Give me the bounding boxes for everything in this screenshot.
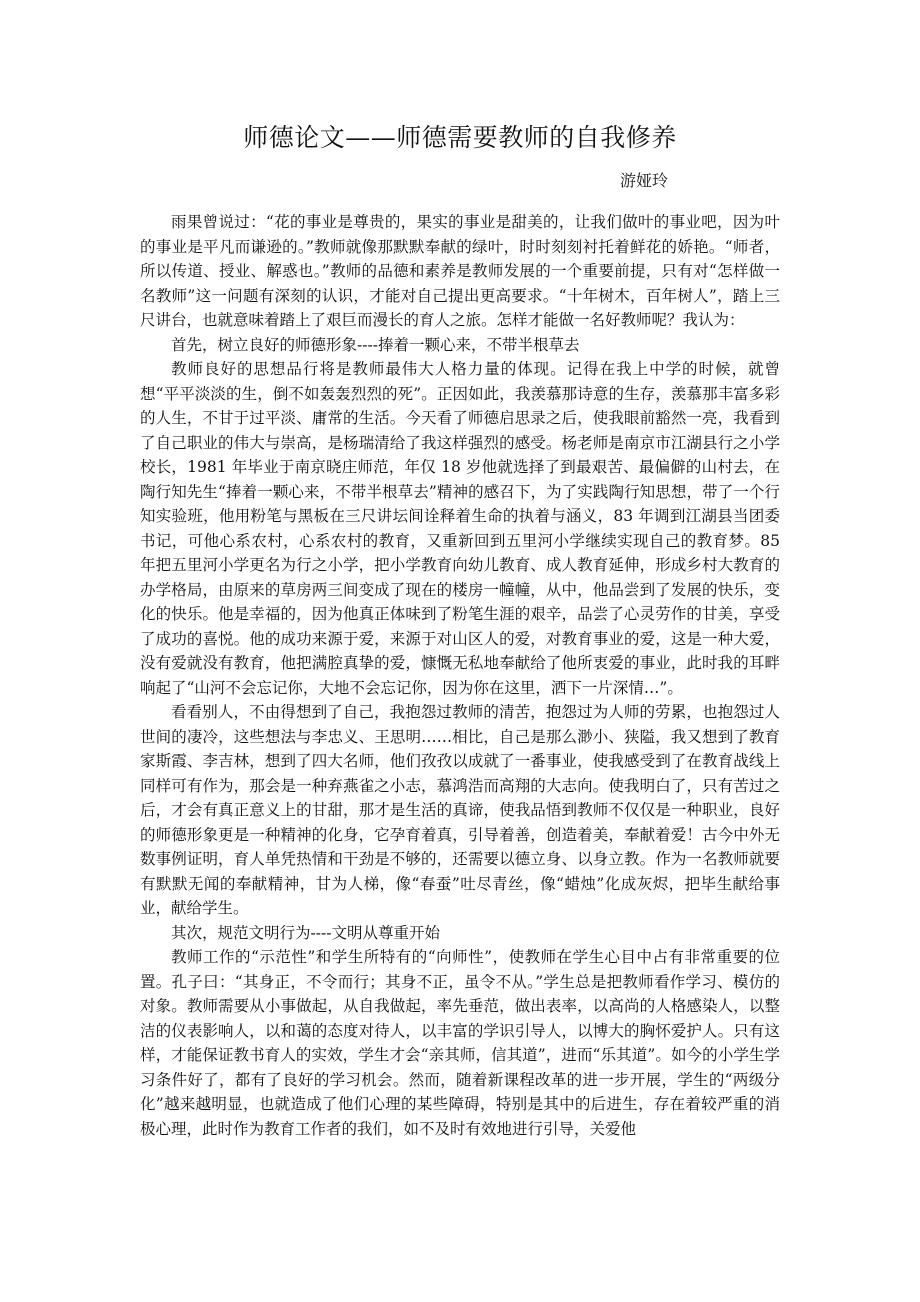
section-heading-second: 其次，规范文明行为----文明从尊重开始 bbox=[171, 923, 440, 942]
paragraph-intro: 雨果曾说过：“花的事业是尊贵的，果实的事业是甜美的，让我们做叶的事业吧，因为叶的事业是平凡而谦逊的。”教师就像那默默奉献的绿叶，时时刻刻衬托着鲜花的娇艳。“师者，所以传道、授业、解惑也。”教师的品德和素养是教师发展的一个重要前提，只有对“怎样做一名教师”这一问题有深刻的认识，才能对自己提出更高要求。“十年树木，百年树人”，踏上三尺讲台，也就意味着踏上了艰巨而漫长的育人之旅。怎样才能做一名好教师呢？我认为： bbox=[140, 213, 780, 329]
document-title: 师德论文——师德需要教师的自我修养 bbox=[243, 123, 677, 152]
author-name: 游娅玲 bbox=[620, 171, 669, 190]
document-body bbox=[140, 210, 780, 1141]
section-heading-first: 首先，树立良好的师德形象----捧着一颗心来，不带半根草去 bbox=[171, 335, 580, 354]
paragraph-body: 教师良好的思想品行将是教师最伟大人格力量的体现。记得在我上中学的时候，就曾想“平平淡淡的生，倒不如轰轰烈烈的死”。正因如此，我羡慕那诗意的生存，羡慕那丰富多彩的人生，不甘于过平淡、庸常的生活。今天看了师德启思录之后，使我眼前豁然一亮，我看到了自己职业的伟大与崇高，是杨瑞清给了我这样强烈的感受。杨老师是南京市江湖县行之小学校长，1981 年毕业于南京晓庄师范，年仅 18 岁他就选择了到最艰苦、最偏僻的山村去，在陶行知先生“捧着一颗心来，不带半根草去”精神的感召下，为了实践陶行知思想，带了一个行知实验班，他用粉笔与黑板在三尺讲坛间诠释着生命的执着与涵义，83 年调到江湖县当团委书记，可他心系农村，心系农村的教育，又重新回到五里河小学继续实现自己的教育梦。85 年把五里河小学更名为行之小学，把小学教育向幼儿教育、成人教育延伸，形成乡村大教育的办学格局，由原来的草房两三间变成了现在的楼房一幢幢，从中，他品尝到了发展的快乐，变化的快乐。他是幸福的，因为他真正体味到了粉笔生涯的艰辛，品尝了心灵劳作的甘美，享受了成功的喜悦。他的成功来源于爱，来源于对山区人的爱，对教育事业的爱，这是一种大爱，没有爱就没有教育，他把满腔真挚的爱，慷慨无私地奉献给了他所衷爱的事业，此时我的耳畔响起了“山河不会忘记你，大地不会忘记你，因为你在这里，洒下一片深情…”。 bbox=[140, 360, 780, 697]
paragraph-body: 看看别人，不由得想到了自己，我抱怨过教师的清苦，抱怨过为人师的劳累，也抱怨过人世间的凄冷，这些想法与李忠义、王思明……相比，自己是那么渺小、狭隘，我又想到了教育家斯霞、李吉林，想到了四大名师，他们孜孜以成就了一番事业，使我感受到了在教育战线上同样可有作为，那会是一种弃燕雀之小志，慕鸿浩而高翔的大志向。使我明白了，只有苦过之后，才会有真正意义上的甘甜，那才是生活的真谛，使我品悟到教师不仅仅是一种职业，良好的师德形象更是一种精神的化身，它孕育着真，引导着善，创造着美，奉献着爱！古今中外无数事例证明，育人单凭热情和干劲是不够的，还需要以德立身、以身立教。作为一名教师就要有默默无闻的奉献精神，甘为人梯，像“春蚕”吐尽青丝，像“蜡烛”化成灰烬，把毕生献给事业，献给学生。 bbox=[140, 703, 780, 917]
paragraph-body: 教师工作的“示范性”和学生所特有的“向师性”，使教师在学生心目中占有非常重要的位置。孔子曰：“其身正，不令而行；其身不正，虽令不从。”学生总是把教师看作学习、模仿的对象。教师需要从小事做起，从自我做起，率先垂范，做出表率，以高尚的人格感染人，以整洁的仪表影响人，以和蔼的态度对待人，以丰富的学识引导人，以博大的胸怀爱护人。只有这样，才能保证教书育人的实效，学生才会“亲其师，信其道”，进而“乐其道”。如今的小学生学习条件好了，都有了良好的学习机会。然而，随着新课程改革的进一步开展，学生的“两级分化”越来越明显，也就造成了他们心理的某些障碍，特别是其中的后进生，存在着较严重的消极心理，此时作为教育工作者的我们，如不及时有效地进行引导，关爱他 bbox=[140, 948, 780, 1138]
